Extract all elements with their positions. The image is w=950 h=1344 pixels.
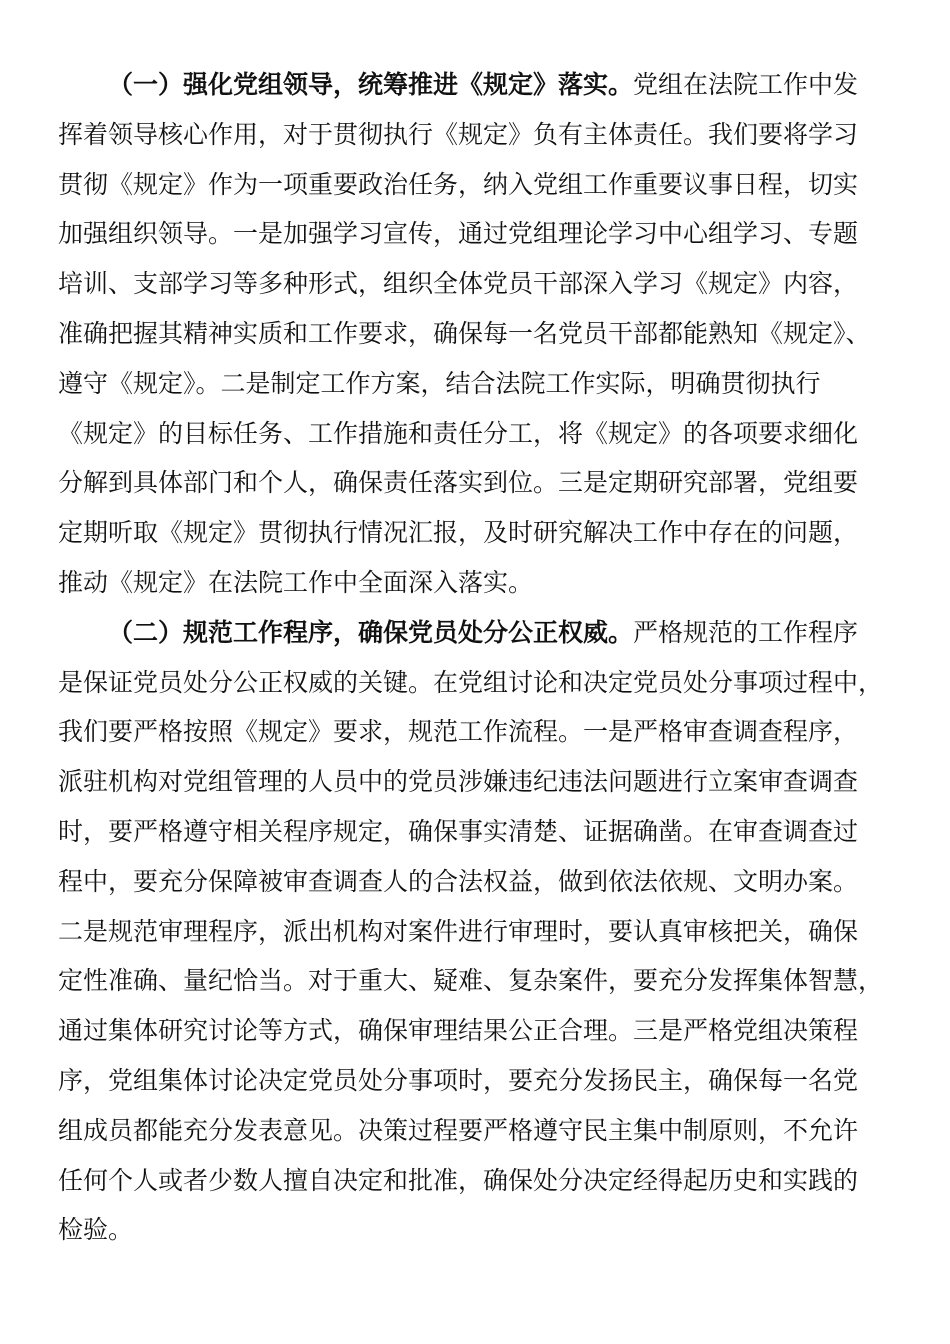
paragraph-line (58, 608, 900, 658)
line-text: 严格规范的工作程序 (633, 617, 859, 647)
paragraph-line: 是保证党员处分公正权威的关键。在党组讨论和决定党员处分事项过程中， (58, 667, 884, 697)
paragraph-line: 定性准确、量纪恰当。对于重大、疑难、复杂案件，要充分发挥集体智慧， (58, 966, 884, 996)
paragraph-line: 挥着领导核心作用，对于贯彻执行《规定》负有主体责任。我们要将学习 (58, 119, 859, 149)
paragraph-line: 序，党组集体讨论决定党员处分事项时，要充分发扬民主，确保每一名党 (58, 1065, 859, 1095)
paragraph-line: 定期听取《规定》贯彻执行情况汇报，及时研究解决工作中存在的问题， (58, 518, 859, 548)
paragraph-line: 程中，要充分保障被审查调查人的合法权益，做到依法依规、文明办案。 (58, 866, 859, 896)
paragraph-line: 分解到具体部门和个人，确保责任落实到位。三是定期研究部署，党组要 (58, 468, 859, 498)
section-heading: （一）强化党组领导，统筹推进《规定》落实。 (108, 70, 634, 99)
paragraph-line: 时，要严格遵守相关程序规定，确保事实清楚、证据确凿。在审查调查过 (58, 816, 859, 846)
paragraph-line: 培训、支部学习等多种形式，组织全体党员干部深入学习《规定》内容， (58, 269, 859, 299)
paragraph-line (58, 60, 900, 110)
paragraph-1 (58, 60, 900, 608)
section-heading: （二）规范工作程序，确保党员处分公正权威。 (108, 617, 634, 647)
paragraph-line: 加强组织领导。一是加强学习宣传，通过党组理论学习中心组学习、专题 (58, 219, 859, 249)
paragraph-line: 任何个人或者少数人擅自决定和批准，确保处分决定经得起历史和实践的 (58, 1165, 859, 1195)
paragraph-line: 贯彻《规定》作为一项重要政治任务，纳入党组工作重要议事日程，切实 (58, 169, 859, 199)
paragraph-line: 二是规范审理程序，派出机构对案件进行审理时，要认真审核把关，确保 (58, 916, 859, 946)
line-text: 党组在法院工作中发 (633, 70, 859, 99)
document-page (58, 60, 900, 1255)
paragraph-line: 遵守《规定》。二是制定工作方案，结合法院工作实际，明确贯彻执行 (58, 368, 821, 398)
paragraph-line: 派驻机构对党组管理的人员中的党员涉嫌违纪违法问题进行立案审查调查 (58, 767, 859, 797)
paragraph-2 (58, 608, 900, 1255)
paragraph-line: 通过集体研究讨论等方式，确保审理结果公正合理。三是严格党组决策程 (58, 1016, 859, 1046)
paragraph-line: 推动《规定》在法院工作中全面深入落实。 (58, 567, 534, 597)
paragraph-line: 我们要严格按照《规定》要求，规范工作流程。一是严格审查调查程序， (58, 717, 859, 747)
paragraph-line: 《规定》的目标任务、工作措施和责任分工，将《规定》的各项要求细化 (58, 418, 859, 448)
paragraph-line: 准确把握其精神实质和工作要求，确保每一名党员干部都能熟知《规定》、 (58, 318, 871, 348)
paragraph-line: 检验。 (58, 1215, 134, 1245)
paragraph-line: 组成员都能充分发表意见。决策过程要严格遵守民主集中制原则，不允许 (58, 1115, 859, 1145)
